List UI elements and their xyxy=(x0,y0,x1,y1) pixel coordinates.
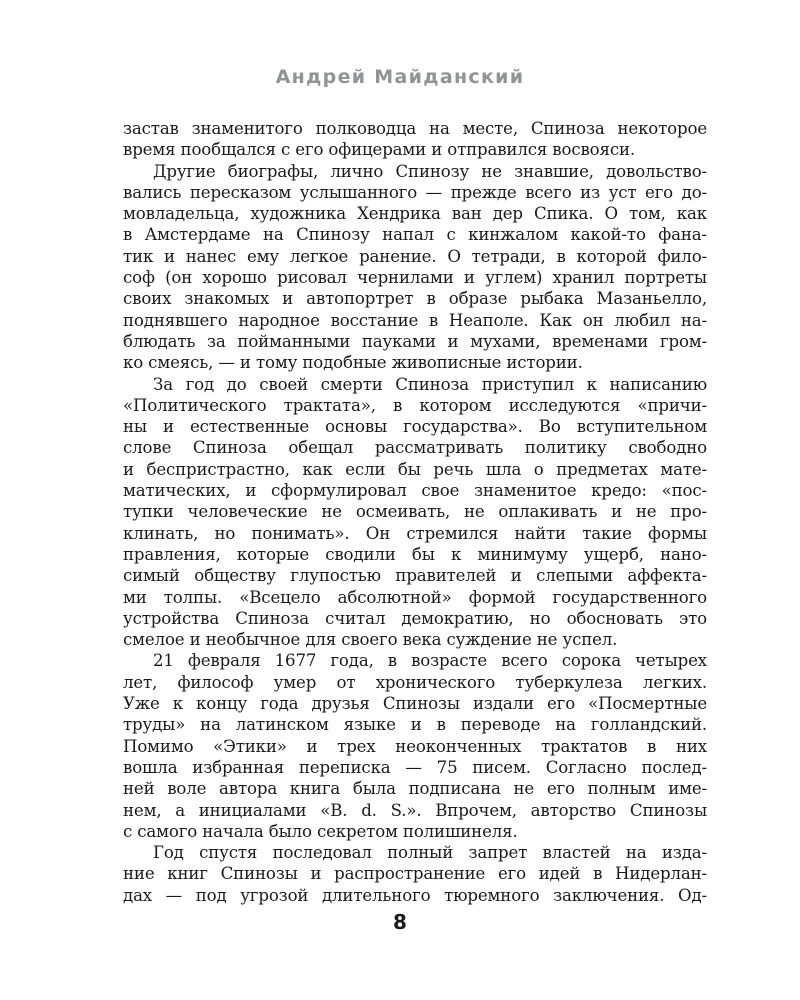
text-line: матических, и сформулировал свое знаменитое кредо: «пос- xyxy=(123,481,707,501)
text-line: За год до своей смерти Спиноза приступил к написанию xyxy=(153,374,707,394)
text-line: ней воле автора книга была подписана не его полным име- xyxy=(123,779,707,799)
text-line: Уже к концу года друзья Спинозы издали его «Посмертные xyxy=(123,694,707,714)
text-line: вошла избранная переписка — 75 писем. Согласно послед- xyxy=(123,757,707,777)
text-line: Год спустя последовал полный запрет властей на изда- xyxy=(153,843,707,863)
text-line: «Политического трактата», в котором исследуются «причи- xyxy=(123,395,707,415)
text-line: время пообщался с его офицерами и отправился восвояси. xyxy=(123,140,636,160)
text-line: мовладельца, художника Хендрика ван дер Спика. О том, как xyxy=(123,204,707,224)
text-line: застав знаменитого полководца на месте, Спиноза некоторое xyxy=(123,119,707,138)
text-line: ко смеясь, — и тому подобные живописные истории. xyxy=(123,353,583,373)
text-line: труды» на латинском языке и в переводе на голландский. xyxy=(123,715,707,735)
text-line: нем, а инициалами «B. d. S.». Впрочем, авторство Спинозы xyxy=(123,800,707,820)
body-text xyxy=(123,118,707,906)
text-line: клинать, но понимать». Он стремился найти такие формы xyxy=(123,523,707,543)
text-line: лет, философ умер от хронического туберкулеза легких. xyxy=(123,672,707,692)
text-line: соф (он хорошо рисовал чернилами и углем) хранил портреты xyxy=(123,268,707,288)
text-line: тик и нанес ему легкое ранение. О тетради, в которой фило- xyxy=(123,246,707,266)
text-line: блюдать за пойманными пауками и мухами, временами гром- xyxy=(123,331,707,351)
text-line: устройства Спиноза считал демократию, но обосновать это xyxy=(123,608,707,628)
text-line: правления, которые сводили бы к минимуму ущерб, нано- xyxy=(123,544,707,564)
text-line: своих знакомых и автопортрет в образе рыбака Мазаньелло, xyxy=(123,289,707,309)
text-line: ны и естественные основы государства». Во вступительном xyxy=(123,417,707,437)
page-number: 8 xyxy=(393,910,407,934)
running-header-author: Андрей Майданский xyxy=(275,66,525,88)
text-line: в Амстердаме на Спинозу напал с кинжалом какой-то фана- xyxy=(123,225,707,245)
text-line: тупки человеческие не осмеивать, не оплакивать и не про- xyxy=(123,502,707,522)
text-line: Помимо «Этики» и трех неоконченных трактатов в них xyxy=(123,736,707,756)
text-line: и беспристрастно, как если бы речь шла о предметах мате- xyxy=(123,459,707,479)
text-line: дах — под угрозой длительного тюремного заключения. Од- xyxy=(123,885,707,905)
text-line: с самого начала было секретом полишинеля. xyxy=(123,821,518,841)
text-line: смелое и необычное для своего века суждение не успел. xyxy=(123,630,618,650)
text-line: 21 февраля 1677 года, в возрасте всего сорока четырех xyxy=(153,651,707,671)
text-line: симый обществу глупостью правителей и слепыми аффекта- xyxy=(123,566,707,586)
text-line: ние книг Спинозы и распространение его идей в Нидерлан- xyxy=(123,864,707,884)
text-line: ми толпы. «Всецело абсолютной» формой государственного xyxy=(123,587,707,607)
text-line: поднявшего народное восстание в Неаполе. Как он любил на- xyxy=(123,310,707,330)
text-line: слове Спиноза обещал рассматривать политику свободно xyxy=(123,438,707,458)
text-line: Другие биографы, лично Спинозу не знавшие, довольство- xyxy=(153,161,707,181)
text-line: вались пересказом услышанного — прежде всего из уст его до- xyxy=(123,182,707,202)
